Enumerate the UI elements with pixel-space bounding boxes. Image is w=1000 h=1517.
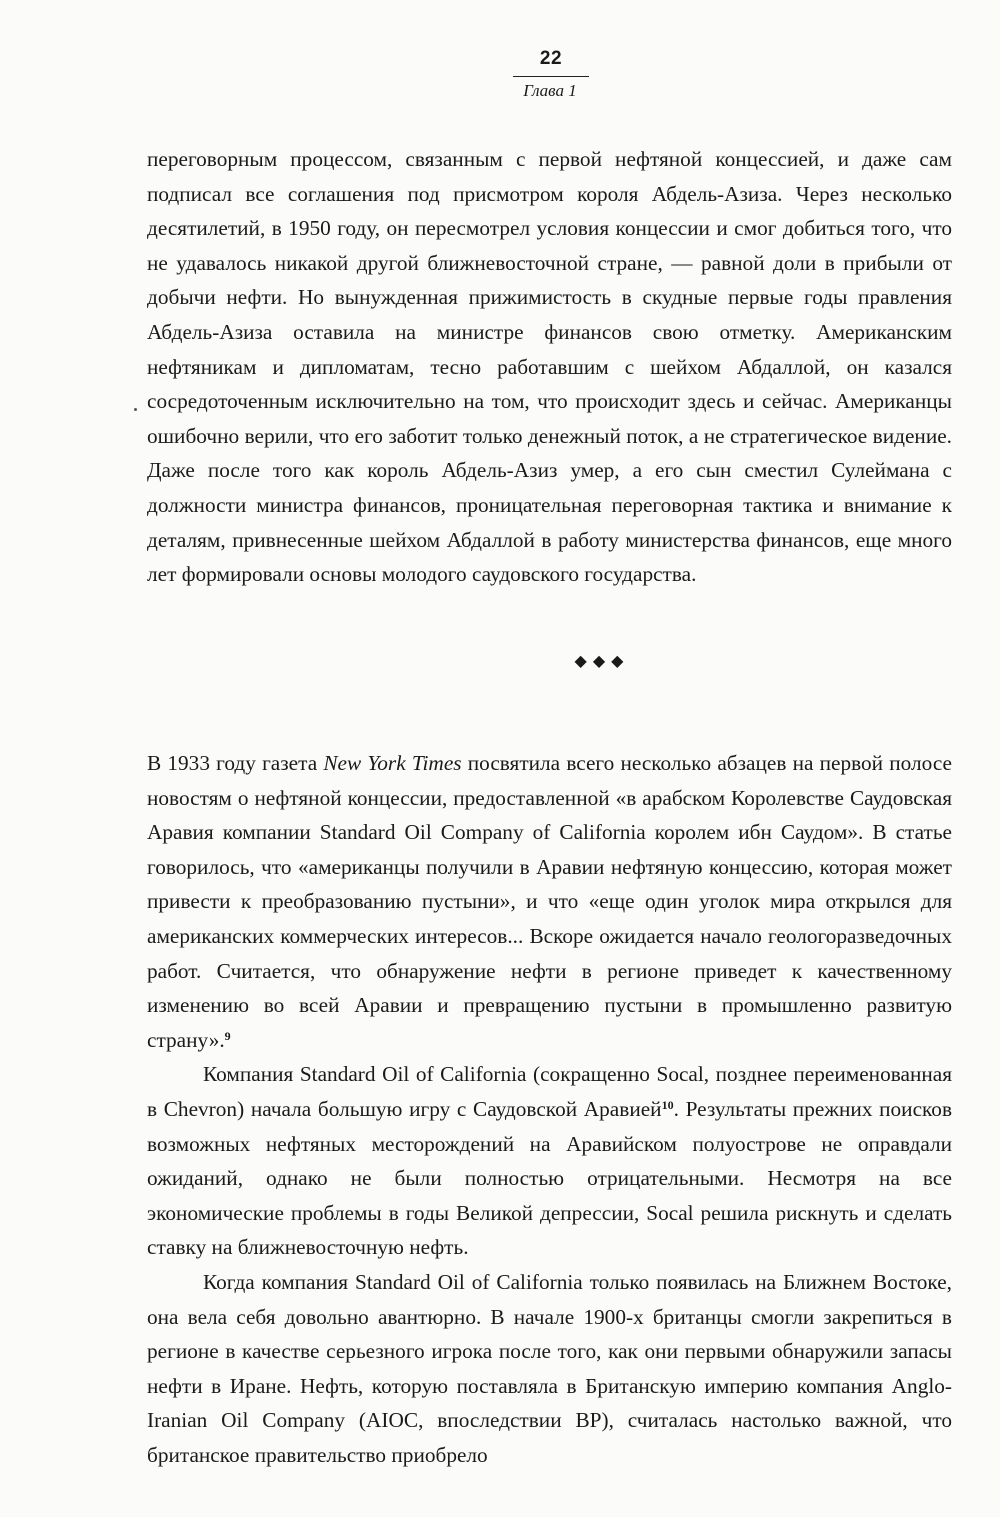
paragraph-nyt [147, 746, 952, 1057]
section-separator [0, 652, 1000, 672]
running-header [0, 46, 1000, 101]
footnote-ref-9: 9 [224, 1028, 231, 1043]
header-rule [513, 76, 589, 77]
paragraph-socal-lead: Компания Standard Oil of California (сокращенно Socal, позднее переименованная в Chevron) начала большую игру с Саудовской Аравией [147, 1062, 952, 1121]
footnote-ref-10: 10 [661, 1097, 674, 1112]
page-number: 22 [539, 48, 563, 69]
paragraph-socal [147, 1057, 952, 1265]
section-two-text [147, 746, 952, 1472]
diamond-ornament-icon: ◆◆◆ [574, 653, 630, 670]
paragraph-continuation: переговорным процессом, связанным с первой нефтяной концессией, и даже сам подписал все соглашения под присмотром короля Абдель-Азиза. Через несколько десятилетий, в 1950 году, он пересмотрел условия концессии и смог добиться того, что не удавалось никакой другой ближневосточной стране, — равной доли в прибыли от добычи нефти. Но вынужденная прижимистость в скудные первые годы правления Абдель-Азиза оставила на министре финансов свою отметку. Американским нефтяникам и дипломатам, тесно работавшим с шейхом Абдаллой, он казался сосредоточенным исключительно на том, что происходит здесь и сейчас. Американцы ошибочно верили, что его заботит только денежный поток, а не стратегическое видение. Даже после того как король Абдель-Азиз умер, а его сын сместил Сулеймана с должности министра финансов, проницательная переговорная тактика и внимание к деталям, привнесенные шейхом Абдаллой в работу министерства финансов, еще много лет формировали основы молодого саудовского государства. [147, 147, 952, 587]
margin-dot [134, 408, 137, 411]
paragraph-middle-east: Когда компания Standard Oil of California только появилась на Ближнем Востоке, она вела себя довольно авантюрно. В начале 1900-х британцы смогли закрепиться в регионе в качестве серьезного игрока после того, как они первыми обнаружили запасы нефти в Иране. Нефть, которую поставляла в Британскую империю компания Anglo-Iranian Oil Company (AIOC, впоследствии BP), считалась настолько важной, что британское правительство приобрело [147, 1269, 952, 1467]
paragraph-nyt-body: посвятила всего несколько абзацев на первой полосе новостям о нефтяной концессии, предоставленной «в арабском Королевстве Саудовская Аравия компании Standard Oil Company of California королем ибн Саудом». В статье говорилось, что «американцы получили в Аравии нефтяную концессию, которая может привести к преобразованию пустыни», и что «еще один уголок мира открылся для американских коммерческих интересов... Вскоре ожидается начало геологоразведочных работ. Считается, что обнаружение нефти в регионе приведет к качественному изменению во всей Аравии и превращению пустыни в промышленно развитую страну». [147, 751, 952, 1052]
paragraph-nyt-lead: В 1933 году газета [147, 751, 324, 775]
chapter-title: Глава 1 [523, 81, 577, 100]
paragraph-socal-body: . Результаты прежних поисков возможных нефтяных месторождений на Аравийском полуострове не оправдали ожиданий, однако не были полностью отрицательными. Несмотря на все экономические проблемы в годы Великой депрессии, Socal решила рискнуть и сделать ставку на ближневосточную нефть. [147, 1096, 953, 1260]
section-one-text [147, 142, 952, 592]
newspaper-title: New York Times [323, 751, 462, 775]
